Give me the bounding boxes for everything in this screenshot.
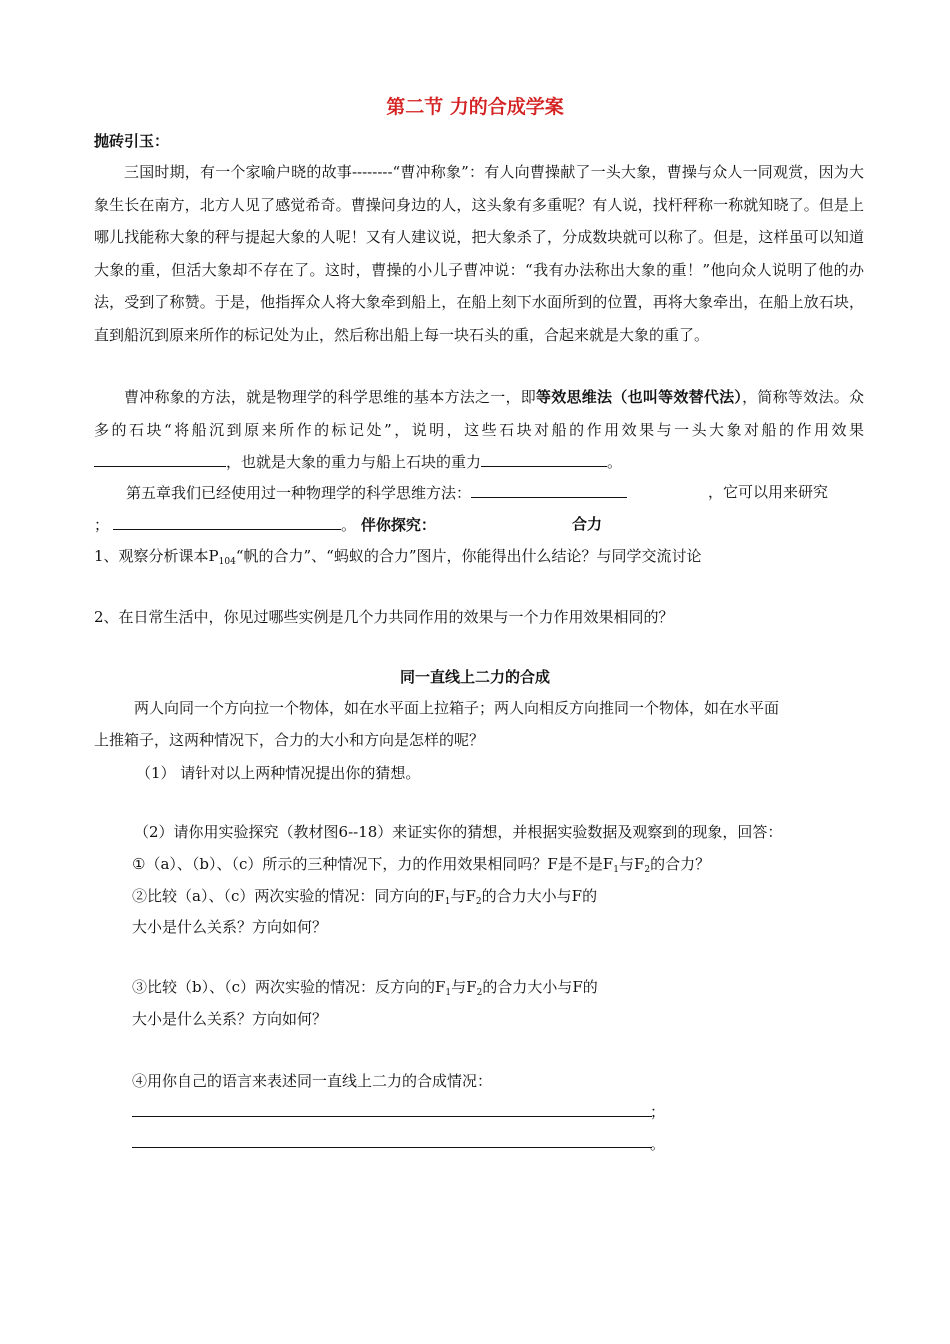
- chapter5-mid-a: ，它可以用来研究: [708, 483, 829, 501]
- item-2-continued: 大小是什么关系？方向如何？: [132, 918, 328, 936]
- method-name: 等效思维法（也叫等效替代法）: [536, 388, 743, 406]
- method-text-mid2: ，也就是大象的重力与船上石块的重力: [226, 453, 482, 471]
- chapter5-text-pre: 第五章我们已经使用过一种物理学的科学思维方法：: [126, 484, 472, 502]
- item-3-continued: 大小是什么关系？方向如何？: [132, 1010, 328, 1028]
- method-paragraph: [94, 381, 864, 479]
- step-2: （2）请你用实验探究（教材图6--18）来证实你的猜想，并根据实验数据及观察到的现象，回答：: [134, 823, 783, 841]
- section-intro-line1: 两人向同一个方向拉一个物体，如在水平面上拉箱子；两人向相反方向推同一个物体，如在水平面: [134, 699, 780, 717]
- chapter5-line2: ； 。 伴你探究：: [94, 513, 436, 535]
- explore-heading: 伴你探究：: [360, 516, 436, 534]
- answer-blank[interactable]: [481, 450, 607, 467]
- question-1: 1、观察分析课本$P_{104}“$帆的合力”、“蚂蚁的合力”图片，你能得出什么结论？与同学交流讨论: [94, 547, 702, 567]
- answer-line-1-end: ；: [650, 1103, 666, 1121]
- chapter5-text-end: 。: [341, 516, 357, 534]
- step-1: （1） 请针对以上两种情况提出你的猜想。: [136, 764, 421, 782]
- section-heading: 同一直线上二力的合成: [399, 668, 550, 686]
- item-4: ④用你自己的语言来表述同一直线上二力的合成情况：: [132, 1072, 493, 1090]
- answer-line-1[interactable]: [132, 1116, 652, 1117]
- answer-blank[interactable]: [471, 481, 627, 498]
- method-text-pre: 曹冲称象的方法，就是物理学的科学思维的基本方法之一，即: [124, 388, 537, 406]
- answer-line-2[interactable]: [132, 1147, 652, 1148]
- item-2: ②比较（a）、（c）两次实验的情况：同方向的$F_1$与$F_2$的合力大小与F的: [132, 887, 598, 907]
- answer-blank[interactable]: [113, 513, 341, 530]
- item-3: ③比较（b）、（c）两次实验的情况：反方向的$F_1$与$F_2$的合力大小与F的: [132, 978, 598, 998]
- intro-heading: 抛砖引玉：: [94, 132, 170, 150]
- page-title: 第二节 力的合成学案: [386, 96, 564, 118]
- item-1: ①（a）、（b）、（c）所示的三种情况下，力的作用效果相同吗？F是不是$F_1$与$F_2$的合力？: [132, 855, 711, 875]
- method-text-end: 。: [607, 453, 623, 471]
- section-intro-line2: 上推箱子，这两种情况下，合力的大小和方向是怎样的呢？: [94, 731, 485, 749]
- answer-blank[interactable]: [94, 450, 226, 467]
- method-text-mid: ，简称等效法。众多的石块“将船沉到原来所作的标记处”，说明，这些石块对船的作用效果与一头大象对船的作用效果: [94, 388, 864, 439]
- chapter5-line1: [126, 481, 627, 503]
- answer-line-2-end: 。: [650, 1135, 666, 1153]
- story-paragraph: 三国时期，有一个家喻户晓的故事--------“曹冲称象”：有人向曹操献了一头大象，曹操与众人一同观赏，因为大象生长在南方，北方人见了感觉希奇。曹操问身边的人，这头象有多重呢？有人说，找杆秤称一称就知晓了。但是上哪儿找能称大象的秤与提起大象的人呢！又有人建议说，把大象杀了，分成数块就可以称了。但是，这样虽可以知道大象的重，但活大象却不存在了。这时，曹操的小儿子曹冲说：“我有办法称出大象的重！”他向众人说明了他的办法，受到了称赞。于是，他指挥众人将大象牵到船上，在船上刻下水面所到的位置，再将大象牵出，在船上放石块，直到船沉到原来所作的标记处为止，然后称出船上每一块石头的重，合起来就是大象的重了。: [94, 163, 864, 344]
- resultant-force-heading: 合力: [572, 515, 603, 533]
- question-2: 2、在日常生活中，你见过哪些实例是几个力共同作用的效果与一个力作用效果相同的？: [94, 608, 674, 626]
